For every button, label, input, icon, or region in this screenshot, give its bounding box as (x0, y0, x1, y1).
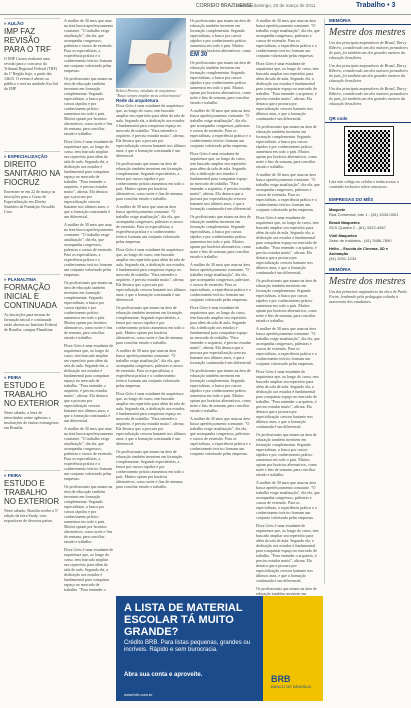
student-photo (116, 18, 186, 88)
article-text: Os profissionais que atuam na área de educação também investem em formação complementar. Segundo especialistas, a busca por cursos rápidos e por conhecimento prático aumentou em todo o país. Muitos optam por horários alternativos, como noite e fins de semana, para conciliar estudo e trabalho. (64, 76, 113, 136)
brief-text: Neste sábado, a feira de intercâmbio reúne agências e instituições de ensino estrangeiras em Brasília. (4, 410, 59, 430)
sidebar-text: Um dos principais mapeadores de Brasil, Darcy Ribeiro, considerado um dos maiores pensadores do país, foi também um dos grandes mestres da educação brasileira. (329, 86, 408, 106)
business-item (329, 207, 408, 217)
page-header (0, 0, 411, 15)
brief-item (4, 151, 60, 214)
business-item (329, 246, 408, 261)
article-text: Flora Góes é uma estudante de arquitetura que, ao longo do curso, tem buscado ampliar seu repertório para além da sala de aula. Segundo ela, a dedicação aos estudos é fundamental para conquistar espaço no mercado de trabalho. "Para entender o arquiteto, é preciso estudar muito", afirma. Ela destaca que a procura por especialização cresceu bastante nos últimos anos, e que a formação continuada é um diferencial. (256, 61, 319, 121)
article-text: Os profissionais que atuam na área de educação também investem em formação complementar. Segundo especialistas, a busca por cursos rápidos e por conhecimento prático aumentou em todo o país. Muitos optam por horários alternativos, como noite e fins de semana, para conciliar estudo e trabalho. (116, 305, 185, 345)
brief-headline: FORMAÇÃO INICIAL E CONTINUADA (4, 283, 57, 310)
business-section-label: EMPRESAS DO MÊS (325, 197, 411, 204)
article-column-4b (190, 60, 252, 593)
sidebar-title: Mestre dos mestres (329, 276, 406, 287)
business-info: Rua Comercial, lote 1 - (61) 3333-0001 (329, 212, 399, 217)
brief-text: O IMP Cursos realizará uma revisão para o concurso do Tribunal Regional Federal (TRF) da 1ª Região hoje, a partir das 14h15. O evento é aberto ao público e será na unidade Asa Sul do IMP. (4, 56, 58, 91)
article-text: Os profissionais que atuam na área de educação também investem em formação complementar. Segundo especialistas, a busca por cursos rápidos e por conhecimento prático aumentou em todo o país. Muitos optam por horários alternativos, como noite e fins de semana, para conciliar estudo e trabalho. (256, 432, 317, 477)
brief-kicker: » AULÃO (4, 21, 24, 26)
sidebar-text: Um dos principais mapeadores de Brasil, Darcy Ribeiro, considerado um dos maiores pensadores do país, foi também um dos grandes mestres da educação brasileira. (329, 40, 408, 60)
photo-caption: Rebeca Pereira, estudante de arquitetura: "Busco sempre ampliar meus conhecimentos" (116, 89, 182, 98)
article-text: Flora Góes é uma estudante de arquitetura que, ao longo do curso, tem buscado ampliar seu repertório para além da sala de aula. Segundo ela, a dedicação aos estudos é fundamental para conquistar espaço no mercado de trabalho. "Para entender o arquiteto, é preciso estudar muito", afirma. Ela destaca que a procura por especialização cresceu bastante nos últimos anos, e que a formação continuada é um diferencial. (64, 139, 114, 219)
brb-logo-subtitle: BANCO DE BRASÍLIA (271, 684, 312, 689)
brb-logo: BRB (271, 674, 291, 684)
business-name: Vinil Maquetes (329, 233, 357, 238)
section-title: Trabalho • 3 (356, 2, 396, 9)
article-text: A mulher de 30 anos que atua na área busca aperfeiçoamento constante. "O trabalho exige atualização", diz ela, que acompanha congressos, palestras e cursos de extensão. Para os especialistas, a experiência prática e o conhecimento teórico formam um conjunto valorizado pelas empresas. (64, 222, 114, 277)
business-info: Setor de Indústria - (61) 3456-7890 (329, 238, 392, 243)
article-column-3 (116, 98, 186, 593)
article-column-4 (190, 18, 252, 52)
brief-kicker: » FEIRA (4, 473, 22, 478)
newspaper-name: CORREIO BRAZILIENSE (196, 3, 254, 9)
article-text: A mulher de 30 anos que atua na área busca aperfeiçoamento constante. "O trabalho exige atualização", diz ela, que acompanha congressos, palestras e cursos de extensão. Para os especialistas, a experiência prática e o conhecimento teórico formam um conjunto valorizado pelas empresas. (256, 18, 320, 58)
article-text: A mulher de 30 anos que atua na área busca aperfeiçoamento constante. "O trabalho exige atualização", diz ela, que acompanha congressos, palestras e cursos de extensão. Para os especialistas, a experiência prática e o conhecimento teórico formam um conjunto valorizado pelas empresas. (64, 18, 114, 73)
article-text: Flora Góes é uma estudante de arquitetura que, ao longo do curso, tem buscado ampliar seu repertório para além da sala de aula. Segundo ela, a dedicação aos estudos é fundamental para conquistar espaço no mercado de trabalho. "Para entender o arquiteto, é preciso estudar muito", afirma. Ela destaca que a procura por especialização cresceu bastante nos últimos anos, e que a formação continuada é um diferencial. (116, 247, 186, 302)
article-text: Os profissionais que atuam na área de educação também investem em formação complementar. Segundo especialistas, a busca por cursos rápidos e por conhecimento prático aumentou em todo o país. Muitos optam por horários alternativos, como noite e fins de semana, para conciliar estudo e trabalho. (64, 280, 113, 340)
brief-text: Encerram-se em 22 de março as inscrições para o Curso de Especialização em Direito Sanitário da Fundação Oswaldo Cruz. (4, 189, 56, 214)
ad-headline: A LISTA DE MATERIAL ESCOLAR TÁ MUITO GRANDE? (124, 602, 243, 638)
qr-text: Leia este código no celular e tenha acesso a conteúdo exclusivo sobre concursos. (329, 179, 399, 189)
business-info: SCS Quadra 2 - (61) 3322-4567 (329, 225, 386, 230)
sidebar-text: Um dos primeiros mapeadores da obra de Paulo Freire, lembrado pela pedagogia voltada à autonomia dos estudantes. (329, 289, 408, 304)
briefs-column (4, 18, 60, 578)
hand-shape (146, 53, 172, 73)
brief-text: Neste sábado, Brasília recebe a 5ª edição da feira Study, com expositores de diversos países. (4, 508, 58, 523)
article-text: A mulher de 30 anos que atua na área busca aperfeiçoamento constante. "O trabalho exige atualização", diz ela, que acompanha congressos, palestras e cursos de extensão. Para os especialistas, a experiência prática e o conhecimento teórico formam um conjunto valorizado pelas empresas. (64, 426, 114, 481)
sidebar-title: Mestre dos mestres (329, 27, 406, 38)
brief-headline: ESTUDO E TRABALHO NO EXTERIOR (4, 381, 60, 408)
article-text: Flora Góes é uma estudante de arquitetura que, ao longo do curso, tem buscado ampliar seu repertório para além da sala de aula. Segundo ela, a dedicação aos estudos é fundamental para conquistar espaço no mercado de trabalho. "Para entender o arquiteto, é preciso estudar muito", afirma. Ela destaca que a procura por especialização cresceu bastante nos últimos anos, e que a formação continuada é um diferencial. (256, 523, 319, 583)
article-text: Flora Góes é uma estudante de arquitetura que, ao longo do curso, tem buscado ampliar seu repertório para além da sala de aula. Segundo ela, a dedicação aos estudos é fundamental para conquistar espaço no mercado de trabalho. "Para entender o arquiteto, é preciso estudar muito", afirma. Ela destaca que a procura por especialização cresceu bastante nos últimos anos, e que a formação continuada é um diferencial. (256, 369, 319, 429)
article-text: Os profissionais que atuam na área de educação também investem em formação complementar. Segundo especialistas, a busca por cursos rápidos e por conhecimento prático aumentou em todo o país. Muitos optam por horários alternativos, como noite e fins de semana, para conciliar estudo e trabalho. (64, 484, 113, 544)
article-text: Os profissionais que atuam na área de educação também investem em formação complementar. Segundo especialistas, a busca por cursos rápidos e por conhecimento prático aumentou em todo o país. Muitos optam por horários alternativos, como noite e fins de semana, para conciliar estudo e trabalho. (256, 278, 317, 323)
business-info: (61) 3201-1234 (329, 256, 357, 261)
business-name: Brasil Maquetes (329, 220, 360, 225)
sidebar-section-label: MEMÓRIA (325, 267, 411, 274)
article-text: Flora Góes é uma estudante de arquitetura que, ao longo do curso, tem buscado ampliar seu repertório para além da sala de aula. Segundo ela, a dedicação aos estudos é fundamental para conquistar espaço no mercado de trabalho. "Para entender o arquiteto, é preciso estudar muito", afirma. Ela destaca que a procura por especialização cresceu bastante nos últimos anos, e que a formação continuada é um diferencial. (116, 103, 186, 158)
brief-kicker: » PLANALTINA (4, 277, 37, 282)
brb-advertisement[interactable] (116, 596, 323, 701)
article-text: A mulher de 30 anos que atua na área busca aperfeiçoamento constante. "O trabalho exige atualização", diz ela, que acompanha congressos, palestras e cursos de extensão. Para os especialistas, a experiência prática e o conhecimento teórico formam um conjunto valorizado pelas empresas. (116, 348, 183, 388)
brief-headline: ESTUDO E TRABALHO NO EXTERIOR (4, 479, 60, 506)
subhead-em30: EM 30 (190, 52, 208, 58)
article-text: Flora Góes é uma estudante de arquitetura que, ao longo do curso, tem buscado ampliar seu repertório para além da sala de aula. Segundo ela, a dedicação aos estudos é fundamental para conquistar espaço no mercado de trabalho. "Para entender o arquiteto, é preciso estudar muito", afirma. Ela destaca que a procura por especialização cresceu bastante nos últimos anos, e que a formação continuada é um diferencial. (190, 305, 252, 365)
article-text: Os profissionais que atuam na área de educação também investem em formação complementar. Segundo especialistas, a busca por cursos rápidos e por conhecimento prático aumentou em todo o país. Muitos optam por horários alternativos, como noite e fins de semana, para conciliar estudo e trabalho. (190, 368, 251, 413)
article-text: Os profissionais que atuam na área de educação também investem em formação complementar. Segundo especialistas, a busca por cursos rápidos e por conhecimento prático aumentou em todo o país. Muitos optam por horários alternativos, como noite e fins de semana, para conciliar estudo e trabalho. (190, 214, 251, 259)
brief-kicker: » ESPECIALIZAÇÃO (4, 154, 48, 159)
article-text: Os profissionais que atuam na área de educação também investem em formação complementar. Segundo especialistas, a busca por cursos rápidos e por conhecimento prático aumentou em todo o país. Muitos optam por horários alternativos, como (190, 18, 251, 52)
brief-item (4, 470, 60, 523)
business-name: Hélio – Escola de Cinema, 3D e Animação (329, 246, 389, 256)
ad-cta: Abra sua conta e aproveite. (124, 672, 203, 678)
article-column-2 (64, 18, 114, 593)
sidebar-text: Um dos principais mapeadores de Brasil, Darcy Ribeiro, considerado um dos maiores pensadores do país, foi também um dos grandes mestres da educação brasileira. (329, 63, 408, 83)
brief-item (4, 372, 60, 430)
article-text: Flora Góes é uma estudante de arquitetura que, ao longo do curso, tem buscado ampliar seu repertório para além da sala de aula. Segundo ela, a dedicação aos estudos é fundamental para conquistar espaço no mercado de trabalho. "Para entender o arquiteto, é preciso estudar muito", afirma. Ela destaca que a procura por especialização cresceu bastante nos últimos anos, e que a formação continuada é um diferencial. (64, 343, 114, 423)
article-text: Os profissionais que atuam na área de educação também investem em formação complementar. Segundo especialistas, a busca por cursos rápidos e por conhecimento prático aumentou em todo o país. Muitos optam por horários alternativos, como noite e fins de semana, para conciliar estudo e trabalho. (190, 60, 251, 105)
qr-code-icon[interactable] (345, 127, 393, 175)
article-text: Os profissionais que atuam na área de educação também investem em formação complementar. Segundo especialistas, a busca por cursos rápidos e por conhecimento prático aumentou em todo o país. Muitos optam por horários alternativos, como noite e fins de semana, para conciliar estudo e trabalho. (116, 449, 185, 489)
brief-text: As inscrições para turmas de formação inicial e continuada estão abertas no Instituto Federal de Brasília, campus Planaltina. (4, 312, 57, 332)
article-text: A mulher de 30 anos que atua na área busca aperfeiçoamento constante. "O trabalho exige atualização", diz ela, que acompanha congressos, palestras e cursos de extensão. Para os especialistas, a experiência prática e o conhecimento teórico formam um conjunto valorizado pelas empresas. (190, 416, 251, 456)
article-text: A mulher de 30 anos que atua na área busca aperfeiçoamento constante. "O trabalho exige atualização", diz ela, que acompanha congressos, palestras e cursos de extensão. Para os especialistas, a experiência prática e o conhecimento teórico formam um conjunto valorizado pelas empresas. (116, 204, 183, 244)
brief-item (4, 18, 60, 91)
article-text: A mulher de 30 anos que atua na área busca aperfeiçoamento constante. "O trabalho exige atualização", diz ela, que acompanha congressos, palestras e cursos de extensão. Para os especialistas, a experiência prática e o conhecimento teórico formam um conjunto valorizado pelas empresas. (256, 172, 320, 212)
sidebar-section-label: MEMÓRIA (325, 18, 411, 25)
article-text: A mulher de 30 anos que atua na área busca aperfeiçoamento constante. "O trabalho exige atualização", diz ela, que acompanha congressos, palestras e cursos de extensão. Para os especialistas, a experiência prática e o conhecimento teórico formam um conjunto valorizado pelas empresas. (190, 262, 251, 302)
article-text: Os profissionais que atuam na área de educação também investem em formação complementar. Segundo especialistas, a busca por cursos rápidos e por conhecimento prático aumentou em todo o país. Muitos optam por horários alternativos, como noite e fins de semana, para conciliar estudo e trabalho. (256, 124, 317, 169)
article-text: Flora Góes é uma estudante de arquitetura que, ao longo do curso, tem buscado ampliar seu repertório para além da sala de aula. Segundo ela, a dedicação aos estudos é fundamental para conquistar espaço no mercado de trabalho. "Para entender o arquiteto, é preciso estudar muito", afirma. Ela destaca que a procura por especialização cresceu bastante nos últimos anos, e que a formação continuada é um diferencial. (190, 151, 252, 211)
qr-section-label: QR code (325, 116, 411, 123)
article-text: Flora Góes é uma estudante de arquitetura que, ao longo do curso, tem buscado ampliar seu repertório para além da sala de aula. Segundo ela, a dedicação aos estudos é fundamental para conquistar espaço no mercado de trabalho. "Para entender o arquiteto, é preciso estudar muito", afirma. Ela destaca que a procura por especialização cresceu bastante nos últimos anos, e que a formação continuada é um diferencial. (256, 215, 319, 275)
article-text: Os profissionais que atuam na área de educação também investem em formação complementar. Segundo especialistas, a busca por cursos rápidos e por conhecimento prático aumentou em todo o país. Muitos optam por horários alternativos, como noite e fins de semana, para conciliar estudo e trabalho. (116, 161, 185, 201)
brief-headline: DIREITO SANITÁRIO NA FIOCRUZ (4, 160, 60, 187)
brief-item (4, 274, 60, 332)
subhead: Rede da arquitetura (116, 98, 159, 103)
article-text: Os profissionais que atuam na área de educação também investem em (256, 586, 317, 596)
article-text: Flora Góes é uma estudante de arquitetura que, ao longo do curso, tem buscado ampliar seu repertório para além da sala de aula. Segundo ela, a dedicação aos estudos é fundamental para conquistar espaço no mercado de trabalho. "Para entender o arquiteto, é preciso estudar muito", afirma. Ela destaca que a procura por especialização cresceu bastante nos últimos anos, e que a formação continuada é um diferencial. (116, 391, 186, 446)
brief-kicker: » FEIRA (4, 375, 22, 380)
article-text: A mulher de 30 anos que atua na área busca aperfeiçoamento constante. "O trabalho exige atualização", diz ela, que acompanha congressos, palestras e cursos de extensão. Para os especialistas, a experiência prática e o conhecimento teórico formam um conjunto valorizado pelas empresas. (190, 108, 251, 148)
article-text: A mulher de 30 anos que atua na área busca aperfeiçoamento constante. "O trabalho exige atualização", diz ela, que acompanha congressos, palestras e cursos de extensão. Para os especialistas, a experiência prática e o conhecimento teórico formam um conjunto valorizado pelas empresas. (256, 326, 320, 366)
sidebar (324, 18, 411, 584)
ad-url[interactable]: www.brb.com.br (124, 692, 153, 697)
publication-date: Brasília, domingo, 20 de março de 2011 (236, 3, 316, 8)
article-text: A mulher de 30 anos que atua na área busca aperfeiçoamento constante. "O trabalho exige atualização", diz ela, que acompanha congressos, palestras e cursos de extensão. Para os especialistas, a experiência prática e o conhecimento teórico formam um conjunto valorizado pelas empresas. (256, 480, 320, 520)
business-name: Maquete (329, 207, 346, 212)
business-item (329, 220, 408, 230)
article-text: Flora Góes é uma estudante de arquitetura que, ao longo do curso, tem buscado ampliar seu repertório para além da sala de aula. Segundo ela, a dedicação aos estudos é fundamental para conquistar espaço no mercado de trabalho. "Para entender o (64, 547, 114, 592)
business-item (329, 233, 408, 243)
ad-body: Crédito BRB. Para listas pequenas, grandes ou incríveis. Rápido e sem burocracia. (124, 640, 251, 653)
brief-headline: IMP FAZ REVISÃO PARA O TRF (4, 27, 51, 54)
